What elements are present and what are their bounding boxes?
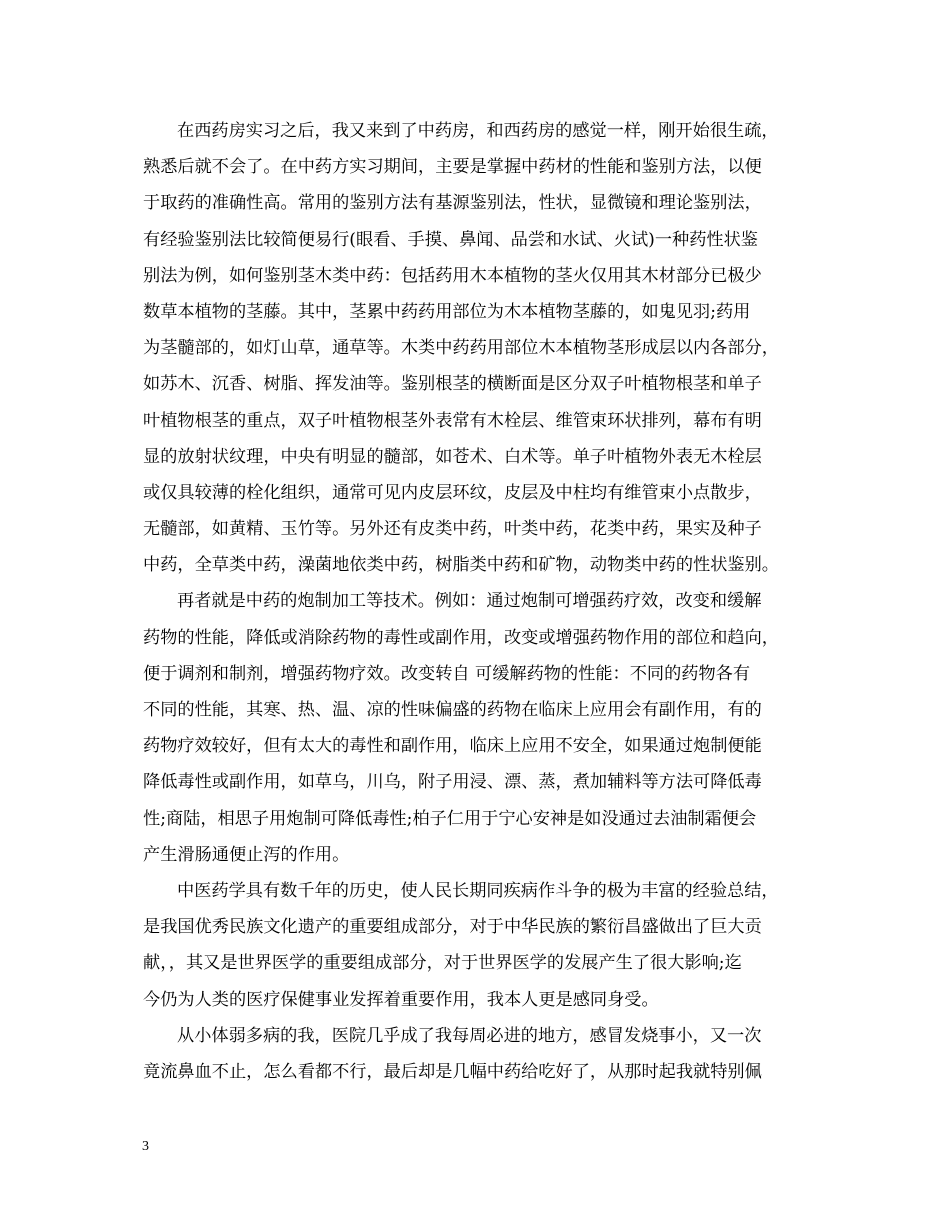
text-line: 有经验鉴别法比较简便易行(眼看、手摸、鼻闻、品尝和水试、火试)一种药性状鉴 <box>143 229 758 250</box>
text-line: 叶植物根茎的重点，双子叶植物根茎外表常有木栓层、维管束环状排列，幕布有明 <box>143 410 762 431</box>
text-line: 药物的性能，降低或消除药物的毒性或副作用，改变或增强药物作用的部位和趋向， <box>143 627 779 648</box>
text-line: 别法为例，如何鉴别茎木类中药：包括药用木本植物的茎火仅用其木材部分已极少 <box>143 265 762 286</box>
text-line: 产生滑肠通便止泻的作用。 <box>143 844 350 865</box>
text-line: 不同的性能，其寒、热、温、凉的性味偏盛的药物在临床上应用会有副作用，有的 <box>143 700 762 720</box>
text-line: 竟流鼻血不止，怎么看都不行，最后却是几幅中药给吃好了，从那时起我就特别佩 <box>143 1061 762 1082</box>
text-line: 降低毒性或副作用，如草乌，川乌，附子用浸、漂、蒸，煮加辅料等方法可降低毒 <box>143 772 762 793</box>
text-line: 如苏木、沉香、树脂、挥发油等。鉴别根茎的横断面是区分双子叶植物根茎和单子 <box>143 374 762 395</box>
text-line: 便于调剂和制剂，增强药物疗效。改变转自 可缓解药物的性能：不同的药物各有 <box>143 663 751 684</box>
text-line: 中药，全草类中药，澡菌地依类中药，树脂类中药和矿物，动物类中药的性状鉴别。 <box>143 555 779 576</box>
text-line: 献，，其又是世界医学的重要组成部分，对于世界医学的发展产生了很大影响;迄 <box>143 953 742 974</box>
text-line: 于取药的准确性高。常用的鉴别方法有基源鉴别法，性状，显微镜和理论鉴别法， <box>143 193 762 214</box>
text-line: 为茎髓部的，如灯山草，通草等。木类中药药用部位木本植物茎形成层以内各部分， <box>143 338 779 359</box>
text-line: 从小体弱多病的我，医院几乎成了我每周必进的地方，感冒发烧事小，又一次 <box>177 1025 762 1046</box>
text-line: 中医药学具有数千年的历史，使人民长期同疾病作斗争的极为丰富的经验总结， <box>177 880 779 901</box>
text-line: 熟悉后就不会了。在中药方实习期间，主要是掌握中药材的性能和鉴别方法，以便 <box>143 157 762 178</box>
text-line: 在西药房实习之后，我又来到了中药房，和西药房的感觉一样，刚开始很生疏， <box>177 121 779 141</box>
text-line: 数草本植物的茎藤。其中，茎累中药药用部位为木本植物茎藤的，如鬼见羽;药用 <box>143 301 751 322</box>
text-line: 显的放射状纹理，中央有明显的髓部，如苍术、白术等。单子叶植物外表无木栓层 <box>143 446 762 467</box>
text-line: 再者就是中药的炮制加工等技术。例如：通过炮制可增强药疗效，改变和缓解 <box>177 591 762 612</box>
text-line: 无髓部，如黄精、玉竹等。另外还有皮类中药，叶类中药，花类中药，果实及种子 <box>143 519 762 540</box>
body-text <box>143 113 833 1090</box>
text-line: 或仅具较薄的栓化组织，通常可见内皮层环纹，皮层及中柱均有维管束小点散步， <box>143 482 762 503</box>
text-line: 是我国优秀民族文化遗产的重要组成部分，对于中华民族的繁衍昌盛做出了巨大贡 <box>143 917 762 938</box>
text-line: 今仍为人类的医疗保健事业发挥着重要作用，我本人更是感同身受。 <box>143 989 659 1010</box>
text-line: 性;商陆，相思子用炮制可降低毒性;柏子仁用于宁心安神是如没通过去油制霜便会 <box>143 808 757 829</box>
page-number: 3 <box>142 1139 149 1154</box>
text-line: 药物疗效较好，但有太大的毒性和副作用，临床上应用不安全，如果通过炮制便能 <box>143 736 762 757</box>
